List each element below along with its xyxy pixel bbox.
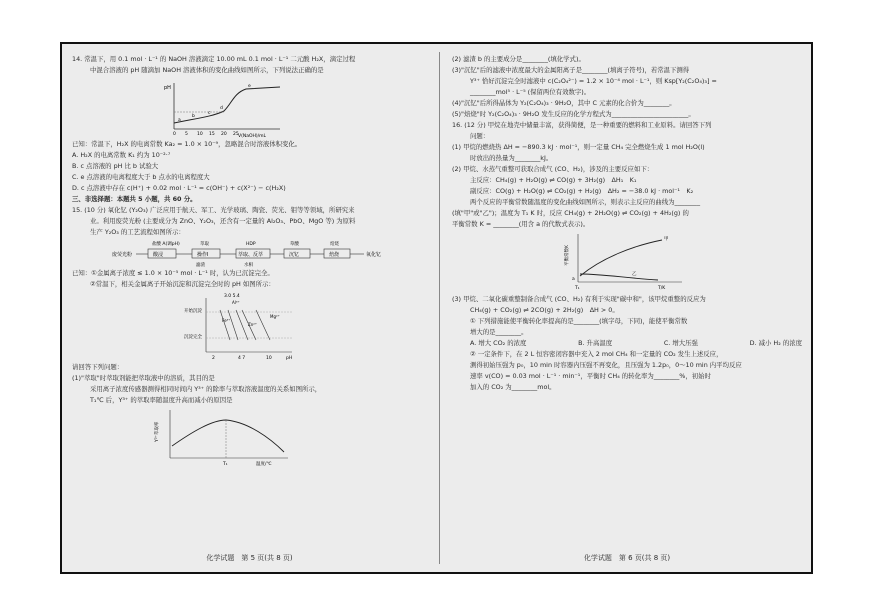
q14-point-a: a xyxy=(178,118,181,123)
q14-option-d: D. c 点溶液中存在 c(H⁺) + 0.02 mol · L⁻¹ = c(OH⁻) + c(X²⁻) − c(H₂X) xyxy=(72,184,286,192)
q15-4: (4)"沉钇"后所得晶体为 Y₂(C₂O₄)₃ · 9H₂O，其中 C 元素的化合价为________。 xyxy=(452,99,676,107)
flow-input-3: HDP xyxy=(246,242,256,247)
curve-tick-t1: T₁ xyxy=(223,462,228,467)
ph-top-values: 3.0 5.4 xyxy=(224,294,240,299)
section-3-heading: 三、非选择题：本题共 5 小题，共 60 分。 xyxy=(72,195,197,203)
q15-3-line-2: Y³⁺ 恰好沉淀完全时滤液中 c(C₂O₄²⁻) = 1.2 × 10⁻⁴ mol · L⁻¹，则 Ksp[Y₂(C₂O₄)₃] = xyxy=(470,77,717,85)
curve-y-label: Y³⁺萃取率 xyxy=(155,421,160,442)
flow-start: 废荧光粉 xyxy=(112,252,133,258)
option-a: A. 增大 CO₂ 的浓度 xyxy=(470,339,527,347)
flow-residue: 滤渣 xyxy=(196,263,205,268)
q16-3-line-2: CH₄(g) + CO₂(g) ⇌ 2CO(g) + 2H₂(g) ΔH > 0。 xyxy=(470,306,619,314)
q16-2-line-6: 平衡常数 K = ________(用含 a 的代数式表示)。 xyxy=(452,220,590,228)
q14-note: 已知：常温下，H₂X 的电离常数 Ka₂ = 1.0 × 10⁻⁹，忽略混合时溶液体积变化。 xyxy=(72,140,302,148)
prompt-answer: 请回答下列问题： xyxy=(72,363,124,371)
q16-1-line-2: 时放出的热量为________kJ。 xyxy=(470,154,553,162)
extraction-rate-chart xyxy=(152,406,292,468)
q15-2: (2) 滤渣 b 的主要成分是________(填化学式)。 xyxy=(452,55,585,63)
q14-xtick-25: 25 xyxy=(233,132,239,137)
q16-3b-line-1: ② 一定条件下，在 2 L 恒容密闭容器中充入 2 mol CH₄ 和一定量的 CO₂ 发生上述反应， xyxy=(470,350,723,358)
k-corner-a: a xyxy=(572,277,575,282)
page-5-footer: 化学试题 第 5 页(共 8 页) xyxy=(206,554,293,562)
page-5 xyxy=(72,54,427,562)
page-6-footer: 化学试题 第 6 页(共 8 页) xyxy=(583,554,671,562)
flow-box-3: 萃取、反萃 xyxy=(238,252,264,258)
q15-3-line-1: (3)"沉钇"后的滤液中浓度最大的金属阳离子是________(填离子符号)，若常温下测得 xyxy=(452,66,690,74)
q15-5: (5)"焙烧"时 Y₂(C₂O₄)₃ · 9H₂O 发生反应的化学方程式为________________________。 xyxy=(452,110,695,118)
flow-box-4: 沉钇 xyxy=(289,252,300,258)
page-divider xyxy=(439,52,440,564)
q16-3-line-3: ① 下列措施能使平衡转化率提高的是________(填字母，下同)，能使平衡常数 xyxy=(470,317,688,325)
curve-jia: 甲 xyxy=(664,237,669,242)
q16-line-1: 16. (12 分) 甲烷在地壳中储量丰富，获得简便，是一种重要的燃料和工业原料。请回答下列 xyxy=(452,121,712,129)
q14-xtick-5: 5 xyxy=(185,132,188,137)
q14-line-1: 14. 常温下，用 0.1 mol · L⁻¹ 的 NaOH 溶液滴定 10.00 mL 0.1 mol · L⁻¹ 二元酸 H₂X，滴定过程 xyxy=(72,55,356,63)
q14-option-a: A. H₂X 的电离常数 K₁ 约为 10⁻²·⁷ xyxy=(72,151,171,159)
q16-1-line-1: (1) 甲烷的燃烧热 ΔH = −890.3 kJ · mol⁻¹，则一定量 CH₄ 完全燃烧生成 1 mol H₂O(l) xyxy=(452,143,705,151)
flow-aqueous: 水相 xyxy=(244,263,253,268)
q15-3-line-3: ________mol⁵ · L⁻⁵ (保留两位有效数字)。 xyxy=(470,88,591,96)
q15-1-line-1: (1)"萃取"时萃取剂能把萃取液中的溶质，其目的是 xyxy=(72,374,215,382)
page-6 xyxy=(452,54,802,562)
q16-3-options xyxy=(452,338,802,349)
q14-xtick-20: 20 xyxy=(221,132,227,137)
k-tick-t1: T₁ xyxy=(575,286,580,291)
q14-titration-graph xyxy=(162,79,282,139)
curve-yi: 乙 xyxy=(632,272,637,277)
option-d: D. 减小 H₂ 的浓度 xyxy=(749,339,802,347)
q15-note-2: ②常温下，相关金属离子开始沉淀和沉淀完全时的 pH 如图所示： xyxy=(90,280,275,288)
option-c: C. 增大压强 xyxy=(663,339,698,347)
q14-point-b: b xyxy=(192,114,195,119)
q14-point-c: c xyxy=(208,111,211,116)
ion-fe: Fe³⁺ xyxy=(222,318,231,323)
flow-box-2: 操作I xyxy=(197,252,209,258)
q16-2-line-5: (填"甲"或"乙")；温度为 T₁ K 时，反应 CH₄(g) + 2H₂O(g) ⇌ CO₂(g) + 4H₂(g) 的 xyxy=(452,209,689,217)
curve-x-label: 温度/℃ xyxy=(256,462,272,467)
flow-box-5: 焙烧 xyxy=(329,252,340,258)
q14-xtick-15: 15 xyxy=(209,132,215,137)
ph-precipitation-chart xyxy=(182,290,302,362)
q16-3-line-4: 增大的是________。 xyxy=(470,328,528,336)
ph-label-complete: 沉淀完全 xyxy=(184,335,202,340)
q15-1-line-3: T₁℃ 后，Y³⁺ 的萃取率随温度升高而减小的原因是 xyxy=(90,396,233,404)
q14-point-e: e xyxy=(248,84,251,89)
q15-note-1: 已知：①金属离子浓度 ≤ 1.0 × 10⁻⁵ mol · L⁻¹ 时，认为已沉淀完全。 xyxy=(72,269,274,277)
exam-sheet xyxy=(60,42,813,574)
process-flow-diagram xyxy=(112,238,412,268)
k-x-label: T/K xyxy=(658,286,666,291)
flow-end: 氧化钇 xyxy=(366,252,382,258)
q14-point-d: d xyxy=(220,106,223,111)
q15-line-3: 生产 Y₂O₃ 的工艺流程如图所示： xyxy=(90,228,185,236)
ph-x-label: pH xyxy=(286,356,293,361)
q16-3b-line-2: 测得初始压强为 p₀，10 min 时容器内压强不再变化，且压强为 1.2p₀，0～10 min 内平均反应 xyxy=(470,361,742,369)
q16-2-line-4: 两个反应的平衡常数随温度的变化曲线如图所示，则表示主反应的曲线为________ xyxy=(470,198,701,206)
ion-al: Al³⁺ xyxy=(232,300,240,305)
flow-input-1: 盐酸 A(调pH) xyxy=(152,242,180,247)
q14-line-2: 中混合溶液的 pH 随滴加 NaOH 溶液体积的变化曲线如图所示，下列说法正确的是 xyxy=(90,66,324,74)
ph-tick-47: 4 7 xyxy=(238,356,246,361)
q15-line-2: 业。利用废荧光粉 (主要成分为 ZnO、Y₂O₃，还含有一定量的 Al₂O₃、PbO、MgO 等) 为原料 xyxy=(90,217,356,225)
q16-2-line-2: 主反应：CH₄(g) + H₂O(g) ⇌ CO(g) + 3H₂(g) ΔH₁ K₁ xyxy=(470,176,637,184)
ph-tick-2: 2 xyxy=(212,356,215,361)
q16-line-2: 问题： xyxy=(470,132,490,140)
q14-y-axis-label: pH xyxy=(164,85,171,91)
flow-input-4: 草酸 xyxy=(290,242,299,247)
ph-label-start: 开始沉淀 xyxy=(184,309,202,314)
q14-xtick-10: 10 xyxy=(197,132,203,137)
q15-line-1: 15. (10 分) 氧化钇 (Y₂O₃) 广泛应用于航天、军工、光学玻璃、陶瓷、荧光、钼等等领域，所研究来 xyxy=(72,206,355,214)
q14-xtick-0: 0 xyxy=(173,132,176,137)
q14-option-c: C. e 点溶液的电离程度大于 b 点水的电离程度大 xyxy=(72,173,210,181)
k-y-label: 平衡常数K xyxy=(565,245,570,266)
q14-x-axis-label: V(NaOH)/mL xyxy=(238,134,267,139)
flow-box-1: 酸浸 xyxy=(153,252,164,258)
equilibrium-constant-chart xyxy=(562,230,692,294)
ph-tick-10: 10 xyxy=(266,356,272,361)
q16-3-line-1: (3) 甲烷、二氧化碳重整制备合成气 (CO、H₂) 有利于实现"碳中和"，该甲烷重整的反应为 xyxy=(452,295,706,303)
q16-2-line-1: (2) 甲烷、水蒸气重整可获取合成气 (CO、H₂)，涉及的主要反应如下： xyxy=(452,165,654,173)
flow-input-5: 焙烧 xyxy=(330,242,339,247)
flow-input-2: 萃取 xyxy=(200,242,209,247)
q14-option-b: B. c 点溶液的 pH 比 b 试验大 xyxy=(72,162,159,170)
q15-1-line-2: 采用离子浓度传感器测得相同时间内 Y³⁺ 的除率与萃取溶液温度的关系如图所示， xyxy=(90,385,322,393)
ion-mg: Mg²⁺ xyxy=(270,314,280,319)
q16-3b-line-4: 加入的 CO₂ 为________mol。 xyxy=(470,383,556,391)
q16-2-line-3: 副反应：CO(g) + H₂O(g) ⇌ CO₂(g) + H₂(g) ΔH₂ = −38.0 kJ · mol⁻¹ K₂ xyxy=(470,187,694,195)
ion-zn: Zn²⁺ xyxy=(248,322,257,327)
q16-3b-line-3: 速率 v(CO) = 0.03 mol · L⁻¹ · min⁻¹，平衡时 CH₄ 的转化率为________%，初始时 xyxy=(470,372,711,380)
option-b: B. 升高温度 xyxy=(578,339,613,347)
